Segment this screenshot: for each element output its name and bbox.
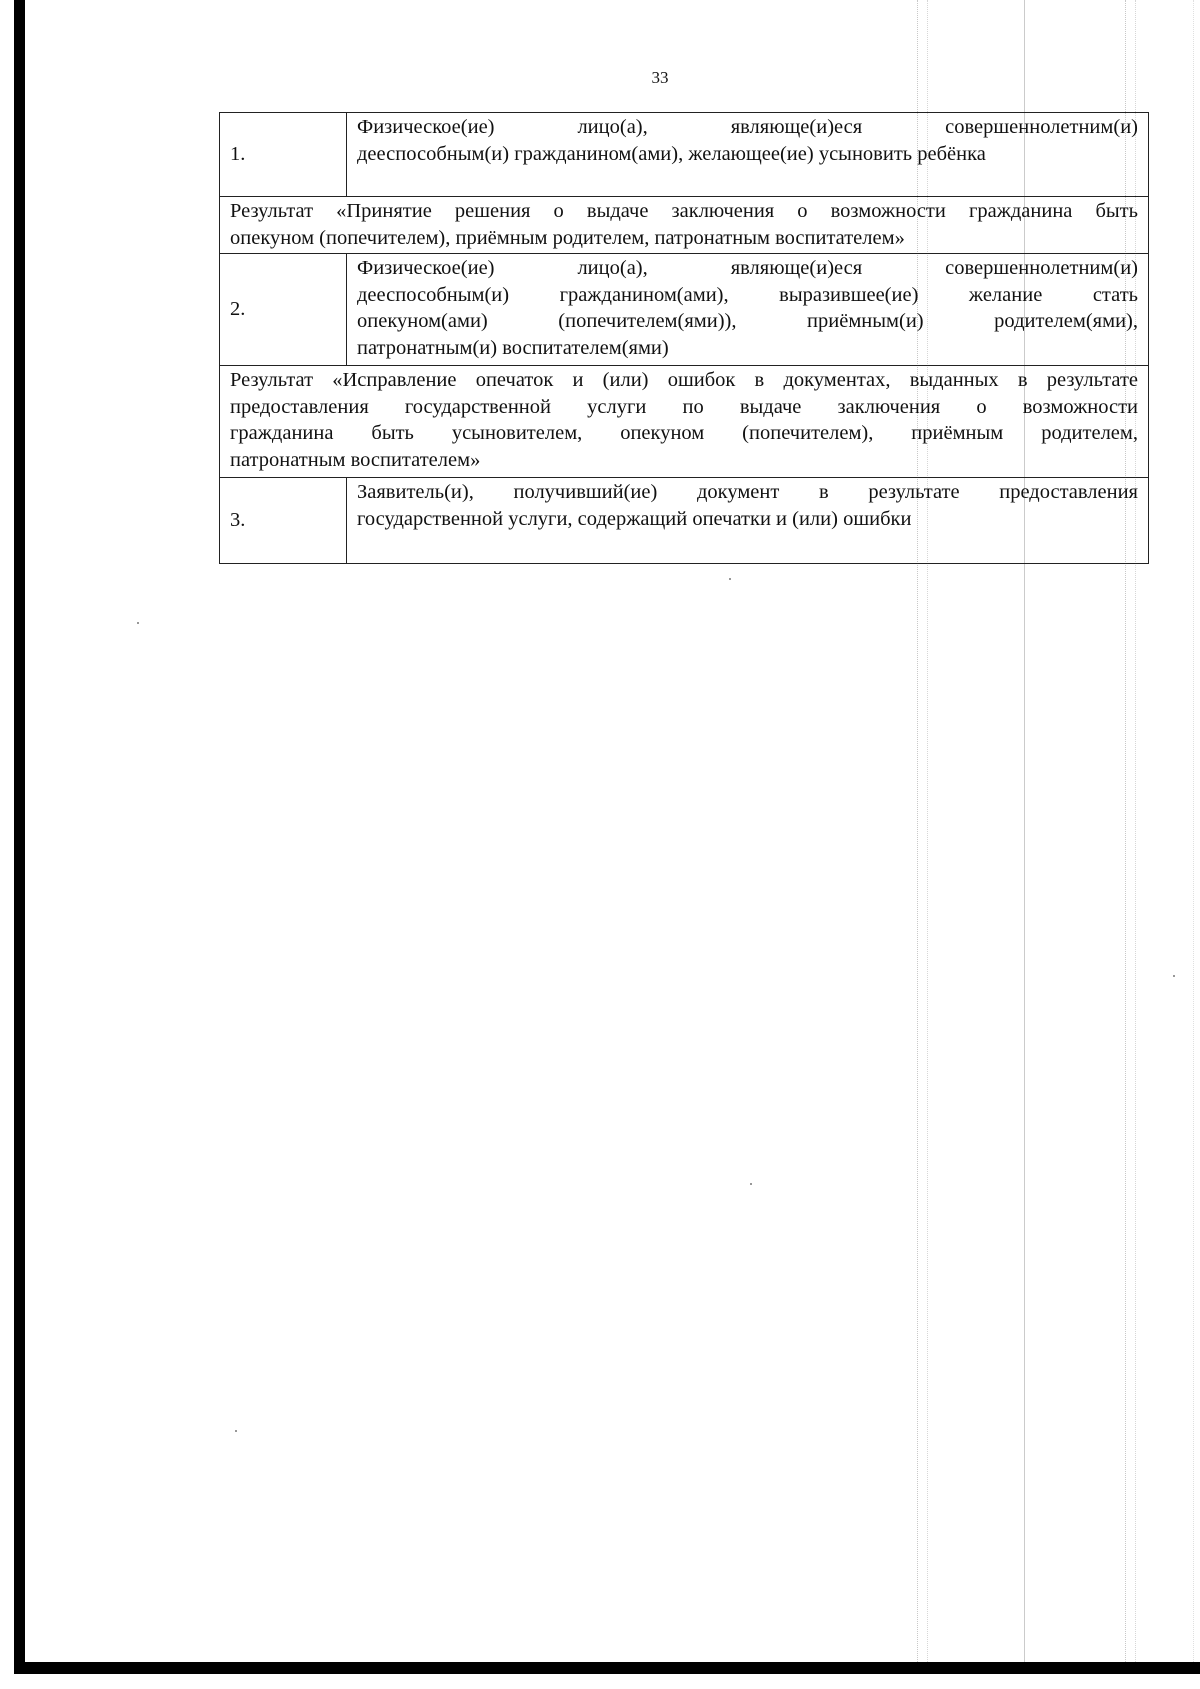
table-row	[220, 254, 1149, 366]
scan-left-edge	[14, 0, 25, 1674]
text-line: патронатным(и) воспитателем(ями)	[357, 336, 669, 359]
row-number: 3.	[220, 478, 347, 564]
text-line: Результат «Исправление опечаток и (или) ошибок в документах, выданных в результате	[230, 369, 1138, 391]
text-line: опекуном(ами) (попечителем(ями)), приёмным(и) родителем(ями),	[357, 310, 1138, 332]
text-line: опекуном (попечителем), приёмным родителем, патронатным воспитателем»	[230, 226, 905, 249]
table-row	[220, 478, 1149, 564]
applicants-table	[219, 112, 1149, 564]
text-line: патронатным воспитателем»	[230, 448, 481, 471]
scan-speck	[235, 1430, 237, 1432]
text-line: государственной услуги, содержащий опечатки и (или) ошибки	[357, 507, 912, 530]
table-row	[220, 197, 1149, 254]
applicant-description	[347, 254, 1149, 366]
row-number: 2.	[220, 254, 347, 366]
text-line: дееспособным(и) гражданином(ами), выразившее(ие) желание стать	[357, 283, 1138, 306]
scan-fold-line	[1193, 0, 1194, 1662]
text-line: Физическое(ие) лицо(а), являюще(и)еся совершеннолетним(и)	[357, 257, 1138, 279]
text-line: Физическое(ие) лицо(а), являюще(и)еся совершеннолетним(и)	[357, 116, 1138, 138]
result-heading	[220, 366, 1149, 478]
text-line: гражданина быть усыновителем, опекуном (попечителем), приёмным родителем,	[230, 422, 1138, 444]
applicant-description	[347, 478, 1149, 564]
page-number: 33	[651, 68, 669, 87]
text-line: Заявитель(и), получивший(ие) документ в результате предоставления	[357, 481, 1138, 503]
scan-bottom-edge	[14, 1662, 1200, 1674]
result-heading	[220, 197, 1149, 254]
text-line: предоставления государственной услуги по выдаче заключения о возможности	[230, 395, 1138, 418]
table-row	[220, 366, 1149, 478]
scan-speck	[137, 622, 139, 624]
applicant-description	[347, 113, 1149, 197]
text-line: дееспособным(и) гражданином(ами), желающее(ие) усыновить ребёнка	[357, 142, 986, 165]
table-row	[220, 113, 1149, 197]
scan-speck	[750, 1183, 752, 1185]
row-number: 1.	[220, 113, 347, 197]
scan-speck	[1173, 975, 1175, 977]
text-line: Результат «Принятие решения о выдаче заключения о возможности гражданина быть	[230, 200, 1138, 222]
scan-speck	[729, 578, 731, 580]
